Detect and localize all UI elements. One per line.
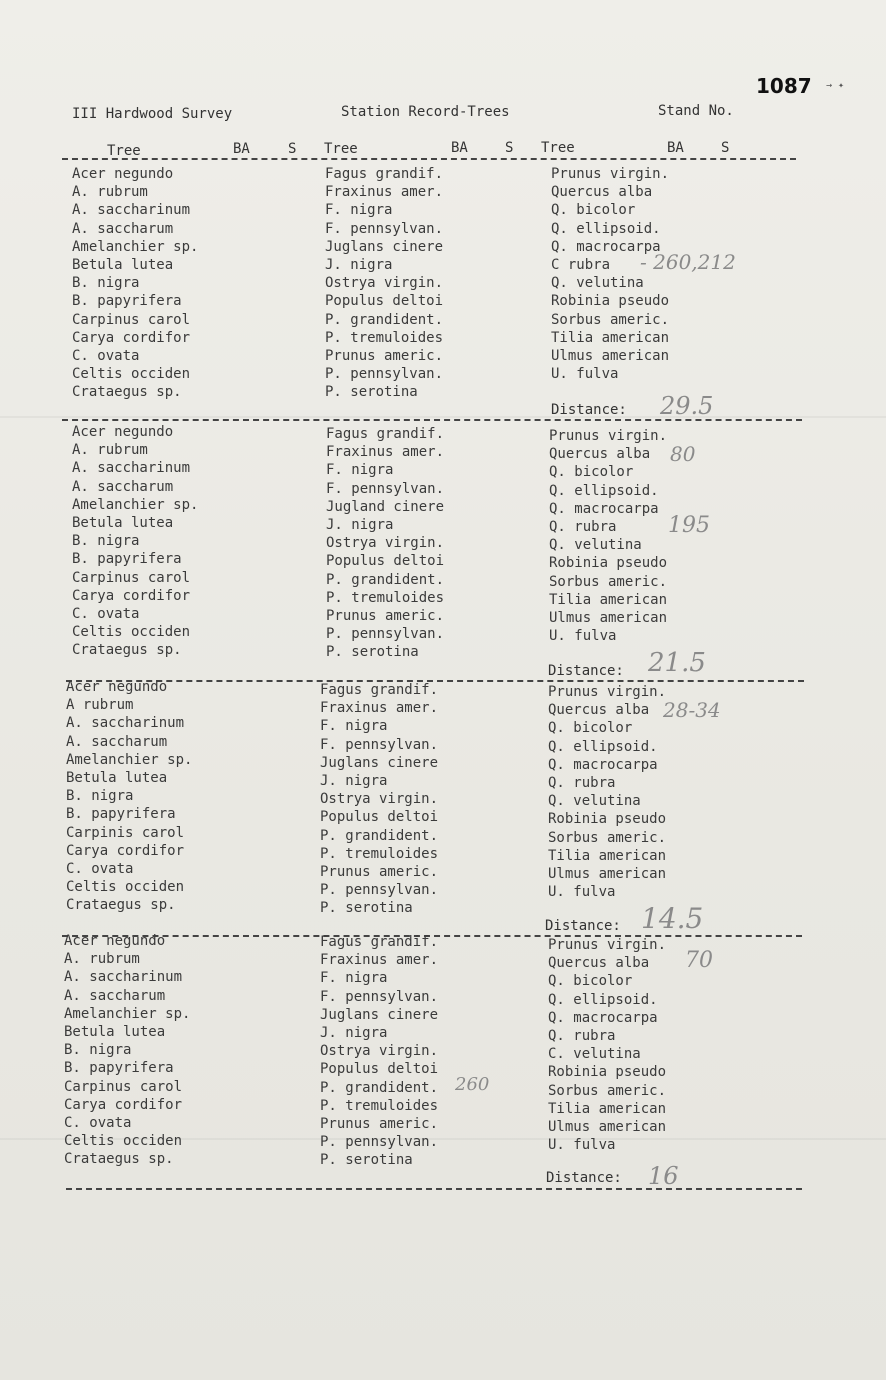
species-entry: Prunus americ. — [320, 863, 439, 880]
species-entry: C. ovata — [72, 347, 140, 364]
species-entry: A. saccharinum — [64, 969, 183, 986]
species-column — [548, 936, 666, 1154]
species-entry: C. ovata — [66, 860, 134, 877]
species-entry: F. pennsylvan. — [326, 480, 445, 497]
species-entry: Carya cordifor — [64, 1096, 183, 1113]
species-entry: Q. bicolor — [549, 464, 634, 481]
species-entry: Amelanchier sp. — [72, 496, 199, 513]
species-entry: Acer negundo — [64, 933, 166, 949]
species-entry: Quercus alba — [548, 702, 650, 719]
species-entry: U. fulva — [551, 366, 619, 383]
species-entry: Juglans cinere — [325, 238, 444, 255]
distance-value: 21.5 — [648, 648, 706, 678]
species-column — [549, 427, 667, 645]
species-entry: A rubrum — [66, 697, 134, 714]
species-entry: P. tremuloides — [325, 329, 444, 346]
species-entry: Quercus alba — [548, 955, 650, 972]
species-entry: Prunus virgin. — [548, 684, 667, 700]
species-entry: P. serotina — [320, 1152, 413, 1169]
species-entry: Fraxinus amer. — [320, 700, 439, 717]
species-entry: F. pennsylvan. — [320, 736, 439, 753]
species-entry: Q. macrocarpa — [548, 756, 658, 773]
col-header-s: S — [721, 140, 730, 156]
species-entry: C rubra — [551, 256, 611, 273]
species-entry: Robinia pseudo — [551, 293, 670, 310]
species-entry: Celtis occiden — [72, 366, 191, 383]
block-divider — [66, 1188, 802, 1190]
species-entry: B. nigra — [72, 533, 140, 550]
species-entry: P. pennsylvan. — [320, 882, 439, 899]
species-entry: Quercus alba — [549, 446, 651, 463]
handwritten-note: 70 — [685, 948, 713, 973]
species-entry: Q. ellipsoid. — [551, 220, 661, 237]
species-entry: Sorbus americ. — [549, 573, 668, 590]
species-entry: Ostrya virgin. — [326, 535, 445, 552]
species-entry: Prunus virgin. — [549, 428, 668, 444]
species-entry: Q. velutina — [551, 275, 644, 292]
species-entry: Juglans cinere — [320, 1006, 439, 1023]
species-entry: U. fulva — [548, 1137, 616, 1154]
species-entry: Ostrya virgin. — [325, 275, 444, 292]
species-entry: P. grandident. — [325, 311, 444, 328]
species-entry: A. saccharum — [64, 987, 166, 1004]
species-entry: Q. macrocarpa — [549, 500, 659, 517]
species-column — [64, 932, 190, 1168]
species-entry: Q. rubra — [549, 518, 617, 535]
species-entry: A. saccharinum — [72, 460, 191, 477]
species-entry: F. nigra — [320, 970, 388, 987]
block-divider — [62, 419, 802, 421]
species-entry: A. saccharum — [66, 733, 168, 750]
species-entry: Betula lutea — [72, 514, 174, 531]
handwritten-note: 195 — [668, 513, 710, 538]
stamp-mark: → ✦ — [826, 80, 845, 91]
species-entry: Q. ellipsoid. — [549, 482, 659, 499]
species-entry: Carya cordifor — [72, 587, 191, 604]
species-entry: Q. bicolor — [551, 202, 636, 219]
species-entry: Q. macrocarpa — [548, 1009, 658, 1026]
species-entry: Sorbus americ. — [551, 311, 670, 328]
species-column — [326, 425, 444, 661]
species-entry: Fraxinus amer. — [326, 444, 445, 461]
col-header-ba: BA — [233, 141, 250, 157]
species-entry: C. velutina — [548, 1046, 641, 1063]
species-entry: P. pennsylvan. — [325, 366, 444, 383]
species-entry: Prunus virgin. — [548, 937, 667, 953]
col-header-s: S — [288, 141, 297, 157]
species-entry: P. serotina — [320, 900, 413, 917]
species-entry: U. fulva — [548, 884, 616, 901]
species-entry: A. rubrum — [64, 951, 140, 968]
distance-value: 29.5 — [660, 392, 714, 420]
col-header-s: S — [505, 140, 514, 156]
species-entry: Betula lutea — [64, 1023, 166, 1040]
col-header-tree: Tree — [107, 143, 141, 159]
species-entry: Acer negundo — [72, 166, 174, 182]
species-entry: Populus deltoi — [320, 1061, 439, 1078]
species-entry: Betula lutea — [66, 769, 168, 786]
species-entry: Tilia american — [549, 591, 668, 608]
species-entry: Ulmus american — [549, 609, 668, 626]
species-entry: P. pennsylvan. — [320, 1134, 439, 1151]
species-entry: P. grandident. — [320, 1079, 439, 1096]
species-column — [320, 681, 438, 917]
species-entry: Q. macrocarpa — [551, 238, 661, 255]
species-entry: Q. ellipsoid. — [548, 738, 658, 755]
species-entry: Ulmus american — [548, 865, 667, 882]
distance-label: Distance: — [545, 918, 621, 934]
species-entry: P. pennsylvan. — [326, 626, 445, 643]
species-column — [325, 165, 443, 401]
species-entry: Fagus grandif. — [320, 934, 439, 950]
handwritten-note: 28-34 — [663, 698, 721, 722]
handwritten-note: - 260,212 — [640, 250, 736, 274]
species-entry: Carpinus carol — [64, 1078, 183, 1095]
stand-number-label: Stand No. — [658, 103, 734, 119]
species-entry: Tilia american — [548, 847, 667, 864]
handwritten-note: 260 — [455, 1074, 490, 1095]
species-entry: Q. velutina — [549, 537, 642, 554]
species-entry: Sorbus americ. — [548, 829, 667, 846]
species-entry: B. nigra — [66, 788, 134, 805]
species-entry: Crataegus sp. — [72, 642, 182, 659]
species-entry: A. saccharinum — [72, 202, 191, 219]
species-entry: P. tremuloides — [326, 589, 445, 606]
species-entry: F. nigra — [320, 718, 388, 735]
species-entry: Carpinus carol — [72, 569, 191, 586]
species-entry: F. pennsylvan. — [320, 988, 439, 1005]
col-header-tree: Tree — [324, 141, 358, 157]
species-entry: Fagus grandif. — [320, 682, 439, 698]
species-entry: Crataegus sp. — [66, 897, 176, 914]
page-number-stamp: 1087 — [756, 74, 812, 98]
species-entry: Q. velutina — [548, 793, 641, 810]
species-entry: Carya cordifor — [72, 329, 191, 346]
species-entry: P. serotina — [326, 644, 419, 661]
distance-label: Distance: — [551, 402, 627, 418]
species-column — [72, 165, 198, 401]
species-entry: Populus deltoi — [325, 293, 444, 310]
species-entry: P. tremuloides — [320, 845, 439, 862]
species-entry: B. papyrifera — [72, 293, 182, 310]
species-entry: C. ovata — [72, 605, 140, 622]
col-header-ba: BA — [451, 140, 468, 156]
species-entry: Fraxinus amer. — [325, 184, 444, 201]
species-entry: Ulmus american — [548, 1118, 667, 1135]
species-entry: P. grandident. — [326, 571, 445, 588]
species-entry: B. papyrifera — [72, 551, 182, 568]
species-entry: Q. ellipsoid. — [548, 991, 658, 1008]
species-entry: P. serotina — [325, 384, 418, 401]
species-entry: A. saccharum — [72, 478, 174, 495]
species-entry: Acer negundo — [72, 424, 174, 440]
species-entry: A. rubrum — [72, 184, 148, 201]
species-entry: Ostrya virgin. — [320, 791, 439, 808]
species-entry: B. nigra — [64, 1042, 132, 1059]
species-entry: Q. rubra — [548, 1027, 616, 1044]
species-column — [320, 933, 438, 1169]
species-entry: Crataegus sp. — [64, 1151, 174, 1168]
species-entry: Acer negundo — [66, 679, 168, 695]
species-entry: F. nigra — [326, 462, 394, 479]
species-entry: Populus deltoi — [320, 809, 439, 826]
species-entry: Q. bicolor — [548, 720, 633, 737]
species-entry: Crataegus sp. — [72, 384, 182, 401]
species-entry: Quercus alba — [551, 184, 653, 201]
species-entry: Prunus americ. — [326, 607, 445, 624]
distance-value: 14.5 — [641, 902, 704, 935]
distance-label: Distance: — [548, 663, 624, 679]
species-entry: Tilia american — [551, 329, 670, 346]
species-entry: F. nigra — [325, 202, 393, 219]
species-entry: U. fulva — [549, 628, 617, 645]
species-entry: A. saccharum — [72, 220, 174, 237]
species-entry: B. nigra — [72, 275, 140, 292]
form-title: Station Record-Trees — [341, 104, 510, 120]
col-header-ba: BA — [667, 140, 684, 156]
species-column — [551, 165, 669, 383]
header-rule — [62, 158, 796, 160]
col-header-tree: Tree — [541, 140, 575, 156]
species-column — [72, 423, 198, 659]
species-entry: Prunus americ. — [320, 1115, 439, 1132]
species-entry: Celtis occiden — [72, 624, 191, 641]
species-entry: J. nigra — [326, 516, 394, 533]
species-entry: A. rubrum — [72, 442, 148, 459]
species-entry: Prunus virgin. — [551, 166, 670, 182]
species-entry: Ostrya virgin. — [320, 1043, 439, 1060]
handwritten-note: 80 — [670, 442, 696, 466]
species-entry: Amelanchier sp. — [64, 1005, 191, 1022]
species-entry: Sorbus americ. — [548, 1082, 667, 1099]
species-entry: Celtis occiden — [66, 879, 185, 896]
species-entry: Amelanchier sp. — [72, 238, 199, 255]
distance-value: 16 — [648, 1162, 679, 1190]
species-entry: J. nigra — [320, 772, 388, 789]
species-entry: Amelanchier sp. — [66, 751, 193, 768]
species-entry: Fraxinus amer. — [320, 952, 439, 969]
species-entry: Celtis occiden — [64, 1133, 183, 1150]
species-entry: Populus deltoi — [326, 553, 445, 570]
species-entry: Carpinis carol — [66, 824, 185, 841]
paper-fold — [0, 416, 886, 418]
species-entry: J. nigra — [320, 1024, 388, 1041]
species-entry: Robinia pseudo — [548, 811, 667, 828]
species-entry: A. saccharinum — [66, 715, 185, 732]
species-entry: Robinia pseudo — [549, 555, 668, 572]
species-entry: Robinia pseudo — [548, 1064, 667, 1081]
species-entry: Q. bicolor — [548, 973, 633, 990]
species-entry: Ulmus american — [551, 347, 670, 364]
species-column — [66, 678, 192, 914]
species-entry: Carpinus carol — [72, 311, 191, 328]
species-entry: B. papyrifera — [66, 806, 176, 823]
species-entry: Tilia american — [548, 1100, 667, 1117]
species-entry: C. ovata — [64, 1114, 132, 1131]
species-entry: Betula lutea — [72, 256, 174, 273]
species-entry: Fagus grandif. — [326, 426, 445, 442]
species-entry: Prunus americ. — [325, 347, 444, 364]
species-entry: P. grandident. — [320, 827, 439, 844]
species-entry: Jugland cinere — [326, 498, 445, 515]
species-entry: Q. rubra — [548, 774, 616, 791]
species-entry: Fagus grandif. — [325, 166, 444, 182]
species-entry: P. tremuloides — [320, 1097, 439, 1114]
distance-label: Distance: — [546, 1170, 622, 1186]
species-entry: J. nigra — [325, 256, 393, 273]
species-entry: B. papyrifera — [64, 1060, 174, 1077]
survey-title: III Hardwood Survey — [72, 106, 233, 122]
species-entry: F. pennsylvan. — [325, 220, 444, 237]
species-entry: Juglans cinere — [320, 754, 439, 771]
species-column — [548, 683, 666, 901]
species-entry: Carya cordifor — [66, 842, 185, 859]
